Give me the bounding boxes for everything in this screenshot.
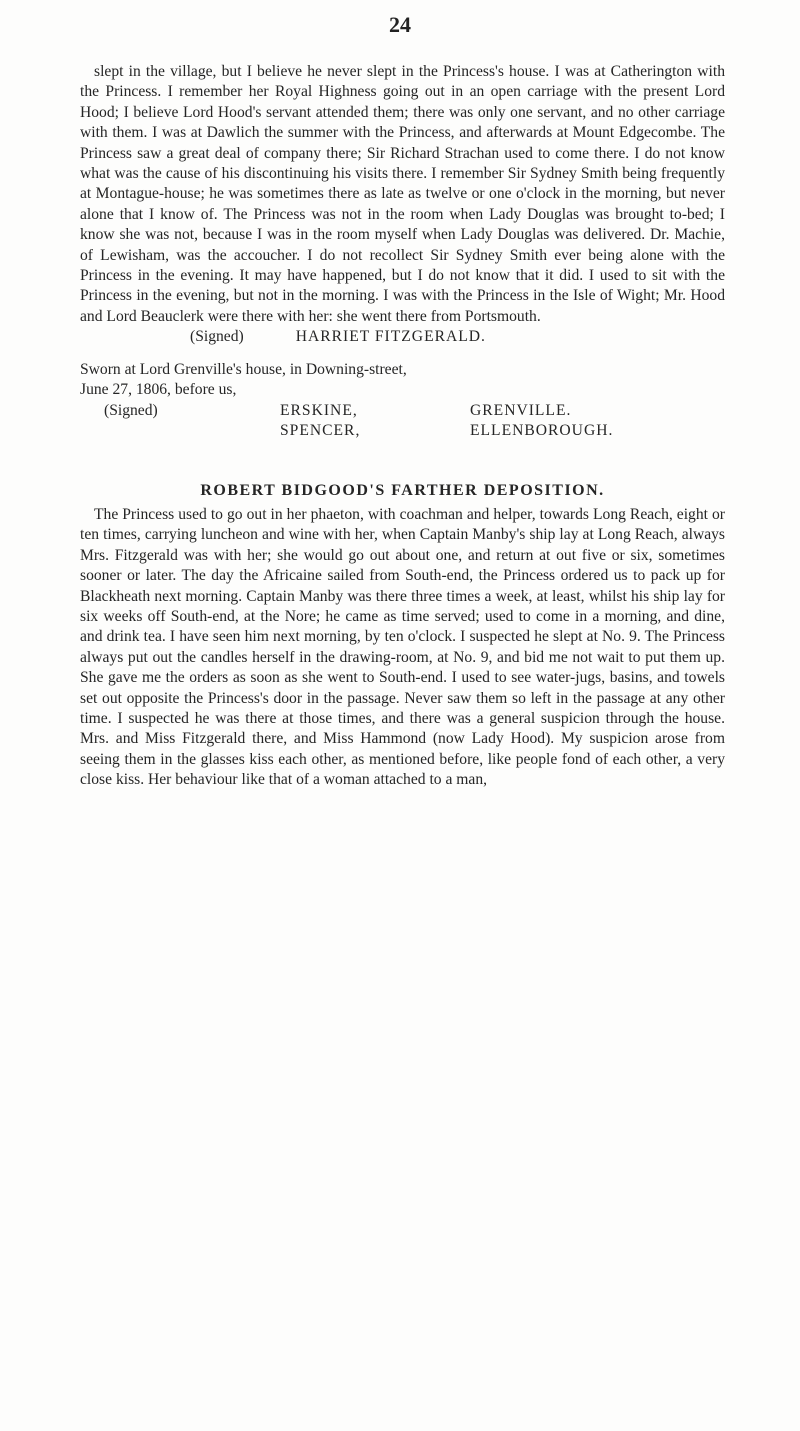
- signed-label: (Signed): [190, 328, 244, 346]
- signatory-spencer: SPENCER,: [280, 421, 361, 439]
- signatory-erskine: ERSKINE,: [280, 401, 358, 419]
- page-number: 24: [389, 12, 411, 37]
- deposition-paragraph: slept in the village, but I believe he never slept in the Princess's house. I was at Catherington with the Princess. I remember her Royal Highness going out in an open carriage with the present Lord Hood; I believe Lord Hood's servant attended them; there was only one servant, and no other carriage with them. I was at Dawlich the summer with the Princess, and afterwards at Mount Edgecombe. The Princess saw a great deal of company there; Sir Richard Strachan used to come there. I do not know what was the cause of his discontinuing his visits there. I remember Sir Sydney Smith being frequently at Montague-house; he was sometimes there as late as twelve or one o'clock in the morning, but never alone that I know of. The Princess was not in the room when Lady Douglas was brought to-bed; I know she was not, because I was in the room myself when Lady Douglas was delivered. Dr. Machie, of Lewisham, was the accoucher. I do not recollect Sir Sydney Smith ever being alone with the Princess in the evening. It may have happened, but I do not know that it did. I used to sit with the Princess in the evening, but not in the morning. I was with the Princess in the Isle of Wight; Mr. Hood and Lord Beauclerk were there with her: she went there from Portsmouth.: [80, 63, 725, 325]
- signatory-grenville: GRENVILLE.: [470, 401, 572, 419]
- signed-label: (Signed): [104, 401, 158, 419]
- section-heading: ROBERT BIDGOOD'S FARTHER DEPOSITION.: [200, 481, 605, 499]
- page-body: [80, 62, 725, 791]
- deposition-signature-line: [80, 327, 725, 347]
- sworn-statement: Sworn at Lord Grenville's house, in Downing-street, June 27, 1806, before us,: [80, 360, 407, 399]
- deposition-paragraph: The Princess used to go out in her phaeton, with coachman and helper, towards Long Reach, eight or ten times, carrying luncheon and wine with her, when Captain Manby's ship lay at Long Reach, always Mrs. Fitzgerald was with her; she would go out about one, and return at out five or six, sometimes sooner or later. The day the Africaine sailed from South-end, the Princess ordered us to pack up for Blackheath next morning. Captain Manby was there three times a week, at least, whilst his ship lay for six weeks off South-end, at the Nore; he came as time served; used to come in a morning, and dine, and drink tea. I have seen him next morning, by ten o'clock. I suspected he slept at No. 9. The Princess always put out the candles herself in the drawing-room, at No. 9, and bid me not wait to put them up. She gave me the orders as soon as she went to South-end. I used to see water-jugs, basins, and towels set out opposite the Princess's door in the passage. Never saw them so left in the passage at any other time. I suspected he was there at those times, and there was a general suspicion through the house. Mrs. and Miss Fitzgerald there, and Miss Hammond (now Lady Hood). My suspicion arose from seeing them in the glasses kiss each other, as mentioned before, like people fond of each other, a very close kiss. Her behaviour like that of a woman attached to a man,: [80, 505, 725, 789]
- commissioner-signatures: [80, 401, 725, 445]
- signatory-ellenborough: ELLENBOROUGH.: [470, 421, 614, 439]
- deponent-signature: HARRIET FITZGERALD.: [295, 328, 486, 346]
